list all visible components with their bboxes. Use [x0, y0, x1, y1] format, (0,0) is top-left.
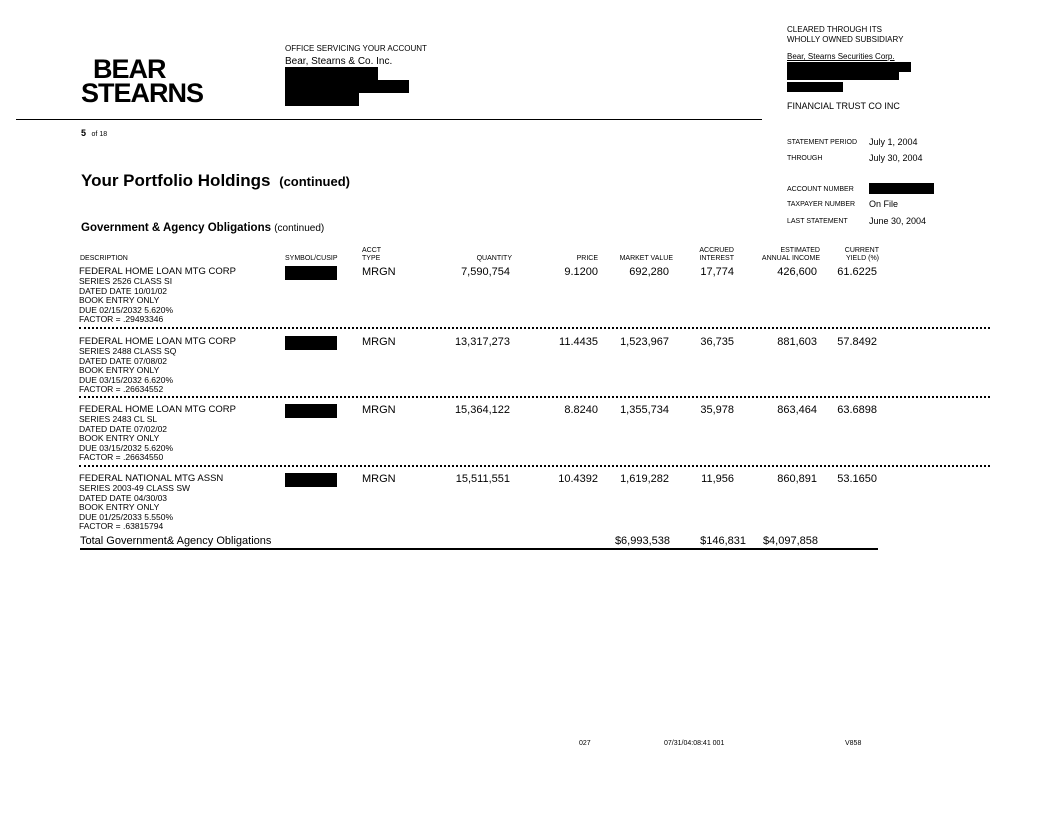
holding-acct-type: MRGN: [362, 404, 396, 416]
holding-annual-income: 426,600: [777, 266, 817, 278]
row-divider: [79, 465, 990, 467]
holding-market-value: 1,523,967: [620, 336, 669, 348]
bear-stearns-logo: [81, 54, 204, 108]
holding-due: DUE 01/25/2033 5.550%: [79, 511, 174, 522]
holding-dated: DATED DATE 07/02/02: [79, 423, 168, 434]
col-accrued-line1: ACCRUED: [699, 247, 734, 254]
col-yield-line2: YIELD (%): [845, 255, 879, 262]
holding-yield: 63.6898: [837, 404, 877, 416]
footer-timestamp: 07/31/04:08:41 001: [664, 740, 725, 747]
clearing-line2: WHOLLY OWNED SUBSIDIARY: [787, 35, 904, 44]
redacted-cusip: [285, 473, 337, 487]
col-acct: [362, 247, 381, 263]
col-yield: [799, 247, 879, 263]
holding-yield: 53.1650: [837, 473, 877, 485]
holding-series: SERIES 2526 CLASS SI: [79, 276, 173, 286]
page-number-value: 5: [81, 128, 87, 138]
holding-dated: DATED DATE 07/08/02: [79, 355, 168, 366]
col-accrued: [654, 247, 734, 263]
redacted-address-2: [285, 80, 409, 93]
account-name: FINANCIAL TRUST CO INC: [787, 101, 900, 111]
holding-accrued-interest: 17,774: [700, 266, 734, 278]
holding-price: 11.4435: [559, 336, 598, 348]
holding-series: SERIES 2483 CL SL: [79, 414, 158, 424]
holding-price: 8.8240: [564, 404, 598, 416]
holding-price: 9.1200: [564, 266, 598, 278]
holding-description: [79, 266, 236, 325]
last-statement-label: LAST STATEMENT: [787, 218, 848, 225]
holding-series: SERIES 2488 CLASS SQ: [79, 346, 177, 356]
holding-acct-type: MRGN: [362, 336, 396, 348]
col-description: DESCRIPTION: [80, 255, 128, 262]
office-label: OFFICE SERVICING YOUR ACCOUNT: [285, 44, 427, 53]
holding-acct-type: MRGN: [362, 266, 396, 278]
total-accrued-interest: $146,831: [700, 535, 746, 547]
holding-price: 10.4392: [558, 473, 598, 485]
holding-quantity: 15,511,551: [455, 473, 510, 485]
holding-factor: FACTOR = .29493346: [79, 314, 164, 324]
taxpayer-value: On File: [869, 199, 899, 209]
holding-yield: 61.6225: [837, 266, 877, 278]
holding-dated: DATED DATE 04/30/03: [79, 492, 168, 503]
redacted-cusip: [285, 404, 337, 418]
total-label: Total Government& Agency Obligations: [80, 535, 272, 547]
holding-series: SERIES 2003-49 CLASS SW: [79, 483, 191, 493]
page-title-continued: (continued): [279, 174, 350, 189]
logo-line2: STEARNS: [81, 78, 204, 108]
holding-annual-income: 863,464: [777, 404, 817, 416]
redacted-address-1: [285, 67, 378, 80]
section-title: [81, 222, 324, 234]
holding-accrued-interest: 35,978: [700, 404, 734, 416]
holding-book-entry: BOOK ENTRY ONLY: [79, 295, 160, 305]
row-divider: [79, 327, 990, 329]
redacted-cusip: [285, 266, 337, 280]
redacted-account-number: [869, 183, 934, 194]
statement-period-label: STATEMENT PERIOD: [787, 139, 858, 146]
col-acct-line2: TYPE: [362, 255, 381, 262]
office-name: Bear, Stearns & Co. Inc.: [285, 56, 393, 67]
total-underline: [80, 548, 878, 550]
holding-quantity: 7,590,754: [461, 266, 510, 278]
taxpayer-label: TAXPAYER NUMBER: [787, 201, 856, 208]
col-market-value: MARKET VALUE: [619, 255, 673, 262]
holding-name: FEDERAL HOME LOAN MTG CORP: [79, 336, 236, 347]
page-number: [81, 128, 107, 138]
total-market-value: $6,993,538: [614, 535, 670, 547]
holding-description: [79, 473, 223, 532]
holding-factor: FACTOR = .26634550: [79, 452, 164, 462]
col-income-line1: ESTIMATED: [780, 247, 820, 254]
header-divider: [16, 119, 762, 120]
col-accrued-line2: INTEREST: [699, 255, 734, 262]
holding-due: DUE 03/15/2032 6.620%: [79, 374, 174, 385]
holding-dated: DATED DATE 10/01/02: [79, 285, 168, 296]
holding-factor: FACTOR = .26634552: [79, 384, 164, 394]
redacted-clearing-3: [787, 82, 843, 92]
holding-book-entry: BOOK ENTRY ONLY: [79, 365, 160, 375]
holding-due: DUE 03/15/2032 5.620%: [79, 442, 174, 453]
holding-name: FEDERAL HOME LOAN MTG CORP: [79, 266, 236, 277]
holding-quantity: 15,364,122: [454, 404, 510, 416]
footer-code-1: 027: [579, 740, 591, 747]
holding-due: DUE 02/15/2032 5.620%: [79, 304, 174, 315]
holding-market-value: 692,280: [629, 266, 669, 278]
through-label: THROUGH: [787, 155, 823, 162]
holding-acct-type: MRGN: [362, 473, 396, 485]
holding-market-value: 1,355,734: [620, 404, 669, 416]
holding-name: FEDERAL NATIONAL MTG ASSN: [79, 473, 224, 484]
through-value: July 30, 2004: [869, 153, 923, 163]
holding-accrued-interest: 36,735: [700, 336, 734, 348]
holding-book-entry: BOOK ENTRY ONLY: [79, 433, 160, 443]
row-divider: [79, 396, 990, 398]
account-number-label: ACCOUNT NUMBER: [787, 186, 854, 193]
statement-period-value: July 1, 2004: [869, 137, 918, 147]
col-yield-line1: CURRENT: [844, 247, 879, 254]
holding-description: [79, 404, 236, 463]
section-title-continued: (continued): [274, 223, 325, 234]
total-annual-income: $4,097,858: [762, 535, 818, 547]
holding-annual-income: 881,603: [777, 336, 817, 348]
redacted-address-3: [285, 93, 359, 106]
clearing-line1: CLEARED THROUGH ITS: [787, 25, 882, 34]
last-statement-value: June 30, 2004: [869, 216, 927, 226]
holding-factor: FACTOR = .63815794: [79, 521, 164, 531]
page-title: [81, 171, 350, 191]
holding-annual-income: 860,891: [777, 473, 817, 485]
col-income-line2: ANNUAL INCOME: [761, 255, 820, 262]
holding-yield: 57.8492: [837, 336, 877, 348]
holding-book-entry: BOOK ENTRY ONLY: [79, 502, 160, 512]
holding-name: FEDERAL HOME LOAN MTG CORP: [79, 404, 236, 415]
clearing-company: Bear, Stearns Securities Corp.: [787, 52, 895, 61]
holding-quantity: 13,317,273: [454, 336, 510, 348]
col-symbol: SYMBOL/CUSIP: [285, 255, 338, 262]
section-title-text: Government & Agency Obligations: [81, 222, 271, 234]
holding-market-value: 1,619,282: [620, 473, 669, 485]
redacted-clearing-2: [787, 70, 899, 80]
page-title-text: Your Portfolio Holdings: [81, 171, 271, 190]
col-acct-line1: ACCT: [362, 247, 382, 254]
col-quantity: QUANTITY: [476, 255, 512, 262]
holding-accrued-interest: 11,956: [701, 473, 734, 485]
logo-line1: BEAR: [93, 54, 166, 84]
footer-code-2: V858: [845, 740, 862, 747]
holding-description: [79, 336, 236, 395]
col-price: PRICE: [576, 255, 598, 262]
page-of: of 18: [91, 131, 108, 138]
redacted-cusip: [285, 336, 337, 350]
